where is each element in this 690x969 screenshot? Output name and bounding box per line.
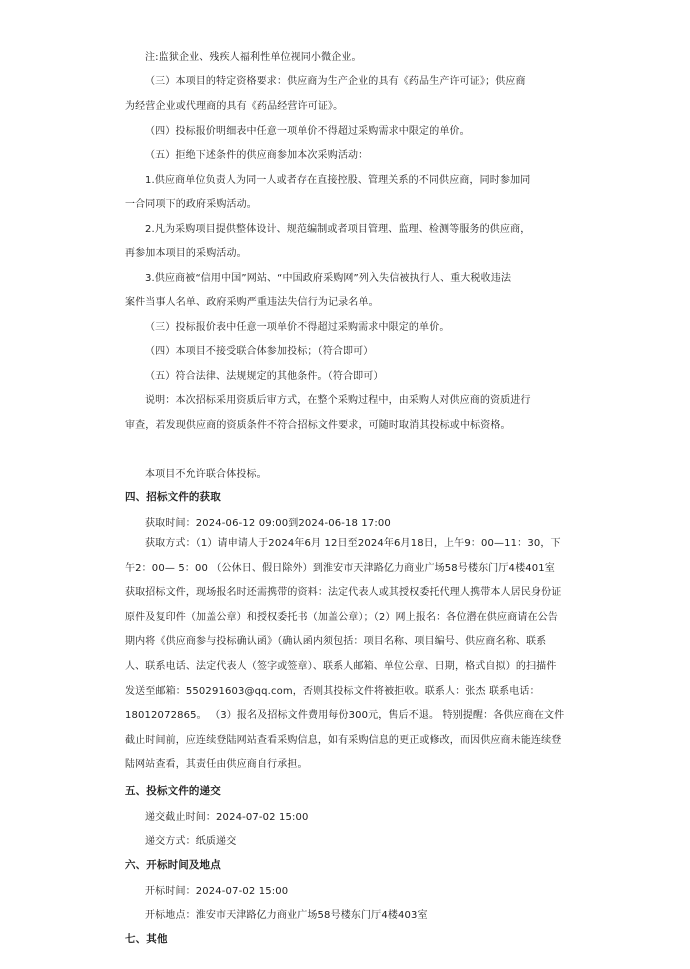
note-line: 注:监狱企业、残疾人福利性单位视同小微企业。 — [145, 52, 362, 63]
price-table-line: （三）投标报价表中任意一项单价不得超过采购需求中限定的单价。 — [145, 322, 450, 333]
reject-conditions-title: （五）拒绝下述条件的供应商参加本次采购活动： — [145, 150, 369, 161]
condition-2-line-1: 2.凡为采购项目提供整体设计、规范编制或者项目管理、监理、检测等服务的供应商， — [145, 224, 531, 235]
get-method-paragraph: 获取方式：（1）请申请人于2024年6月 12日至2024年6月18日，上午9：00—11：30，下午2：00— 5：00 （公休日、假日除外）到淮安市天津路亿力商业广场58号楼东门厅4楼401室获取招标文件，现场报名时还需携带的资料：法定代表人或其授权委托代理人携带本人居民身份证原件及复印件（加盖公章）和授权委托书（加盖公章）；（2）网上报名：各位潜在供应商请在公告期内将《供应商参与投标确认函》（确认函内须包括：项目名称、项目编号、供应商名称、联系人、联系电话、法定代表人（签字或签章）、联系人邮箱、单位公章、日期，格式自拟）的扫描件发送至邮箱：550291603@qq.com，否则其投标文件将被拒收。联系人：张杰 联系电话： 18012072865。 （3）报名及招标文件费用每份300元，售后不退。 特别提醒：各供应商在文件截止时间前，应连续登陆网站查看采购信息，如有采购信息的更正或修改，而因供应商未能连续登陆网站查看，其责任由供应商自行承担。 — [125, 538, 565, 771]
condition-1-line-1: 1.供应商单位负责人为同一人或者存在直接控股、管理关系的不同供应商，同时参加同 — [145, 175, 531, 186]
condition-1-line-2: 一合同项下的政府采购活动。 — [125, 199, 257, 210]
opening-place: 开标地点：淮安市天津路亿力商业广场58号楼东门厅4楼403室 — [145, 910, 428, 921]
section-4-heading: 四、招标文件的获取 — [125, 491, 221, 503]
section-6-heading: 六、开标时间及地点 — [125, 859, 221, 871]
section-5-heading: 五、投标文件的递交 — [125, 785, 221, 797]
consortium-statement: 本项目不允许联合体投标。 — [145, 469, 267, 480]
submission-method: 递交方式：纸质递交 — [145, 836, 237, 847]
condition-3-line-1: 3.供应商被“信用中国”网站、“中国政府采购网”列入失信被执行人、重大税收违法 — [145, 273, 512, 284]
explanation-line-1: 说明：本次招标采用资质后审方式，在整个采购过程中，由采购人对供应商的资质进行 — [145, 395, 531, 406]
special-requirement-line-1: （三）本项目的特定资格要求：供应商为生产企业的具有《药品生产许可证》；供应商 — [145, 76, 526, 87]
condition-2-line-2: 再参加本项目的采购活动。 — [125, 248, 247, 259]
opening-time: 开标时间：2024-07-02 15:00 — [145, 886, 289, 897]
price-limit-line: （四）投标报价明细表中任意一项单价不得超过采购需求中限定的单价。 — [145, 126, 470, 137]
condition-3-line-2: 案件当事人名单、政府采购严重违法失信行为记录名单。 — [125, 297, 379, 308]
section-7-heading: 七、其他 — [125, 933, 168, 945]
submission-deadline: 递交截止时间：2024-07-02 15:00 — [145, 812, 309, 823]
legal-conditions-line: （五）符合法律、法规规定的其他条件。（符合即可） — [145, 371, 384, 382]
no-consortium-line: （四）本项目不接受联合体参加投标；（符合即可） — [145, 346, 374, 357]
get-time: 获取时间：2024-06-12 09:00到2024-06-18 17:00 — [145, 518, 391, 529]
explanation-line-2: 审查，若发现供应商的资质条件不符合招标文件要求，可随时取消其投标或中标资格。 — [125, 420, 511, 431]
special-requirement-line-2: 为经营企业或代理商的具有《药品经营许可证》。 — [125, 101, 344, 112]
